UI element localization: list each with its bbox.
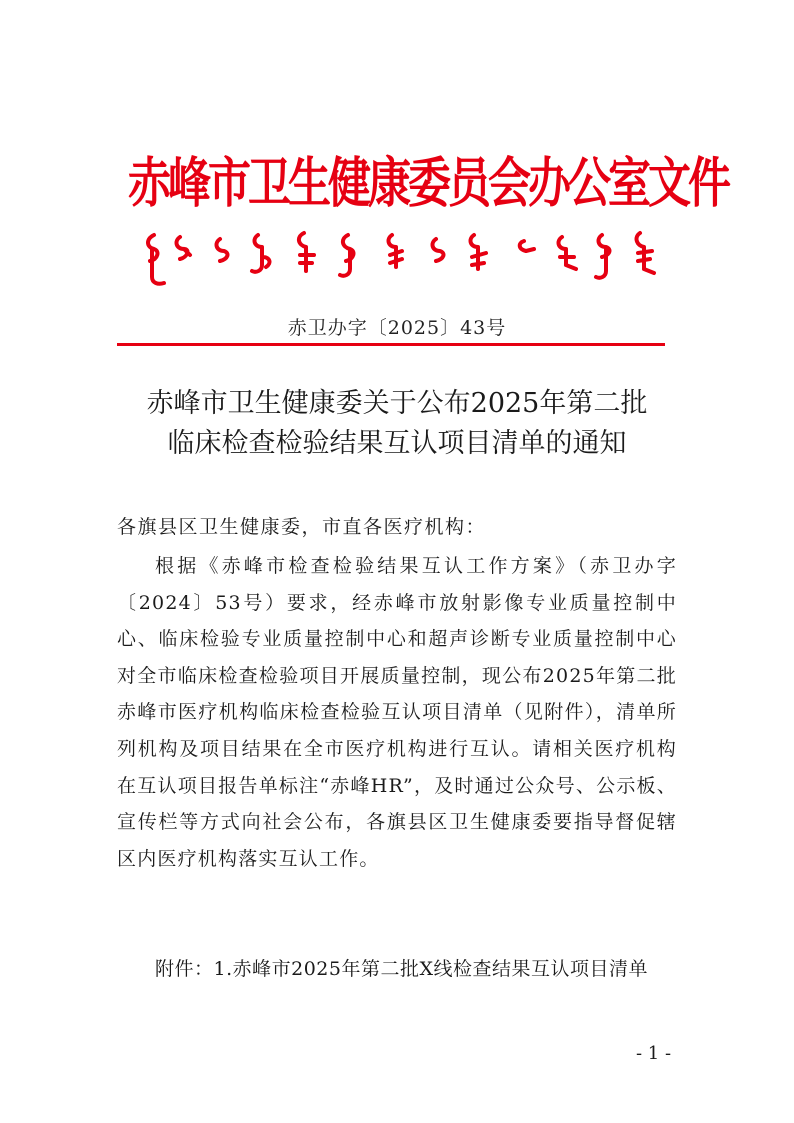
agency-header-title: 赤峰市卫生健康委员会办公室文件	[128, 152, 728, 215]
title-line-2: 临床检查检验结果互认项目清单的通知	[167, 428, 627, 459]
document-number: 赤卫办字〔2025〕43号	[287, 317, 507, 339]
body-paragraph: 根据《赤峰市检查检验结果互认工作方案》（赤卫办字〔2024〕53号）要求，经赤峰市放射影像专业质量控制中心、临床检验专业质量控制中心和超声诊断专业质量控制中心对全市临床检查检验项目开展质量控制，现公布2025年第二批赤峰市医疗机构临床检查检验互认项目清单（见附件），清单所列机构及项目结果在全市医疗机构进行互认。请相关医疗机构在互认项目报告单标注“赤峰HR”，及时通过公众号、公示板、宣传栏等方式向社会公布，各旗县区卫生健康委要指导督促辖区内医疗机构落实互认工作。	[117, 555, 677, 870]
header-red-rule	[117, 343, 665, 346]
mongolian-script-heading	[140, 225, 660, 295]
title-line-1: 赤峰市卫生健康委关于公布2025年第二批	[146, 388, 648, 419]
attachment-line: 附件：1.赤峰市2025年第二批X线检查结果互认项目清单	[155, 958, 649, 980]
document-title	[100, 384, 694, 464]
salutation: 各旗县区卫生健康委，市直各医疗机构：	[117, 516, 487, 538]
page-number: - 1 -	[636, 1043, 672, 1064]
